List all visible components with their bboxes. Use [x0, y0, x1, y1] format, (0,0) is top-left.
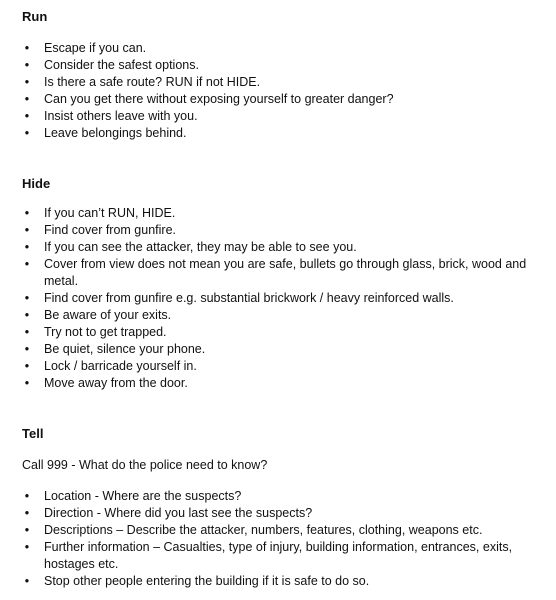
bullet-icon: •	[24, 489, 30, 503]
bullet-icon: •	[24, 41, 30, 55]
bullet-icon: •	[24, 206, 30, 220]
bullet-icon: •	[24, 257, 30, 271]
tell-list	[22, 488, 542, 590]
bullet-icon: •	[24, 523, 30, 537]
list-item: • Move away from the door.	[22, 375, 542, 392]
section-heading-run: Run	[22, 9, 48, 24]
list-item: • Escape if you can.	[22, 40, 542, 57]
hide-list	[22, 205, 542, 392]
section-heading-tell: Tell	[22, 426, 44, 441]
list-item: • Cover from view does not mean you are safe, bullets go through glass, brick, wood and metal.	[22, 256, 542, 290]
bullet-icon: •	[24, 359, 30, 373]
bullet-icon: •	[24, 126, 30, 140]
list-item: • Find cover from gunfire.	[22, 222, 542, 239]
bullet-icon: •	[24, 75, 30, 89]
bullet-icon: •	[24, 291, 30, 305]
list-item: • Be aware of your exits.	[22, 307, 542, 324]
list-item: • Leave belongings behind.	[22, 125, 542, 142]
bullet-icon: •	[24, 109, 30, 123]
bullet-icon: •	[24, 342, 30, 356]
run-list	[22, 40, 542, 142]
list-item: • Direction - Where did you last see the suspects?	[22, 505, 542, 522]
bullet-icon: •	[24, 325, 30, 339]
bullet-icon: •	[24, 506, 30, 520]
bullet-icon: •	[24, 376, 30, 390]
list-item: • Can you get there without exposing yourself to greater danger?	[22, 91, 542, 108]
section-heading-hide: Hide	[22, 176, 51, 191]
bullet-icon: •	[24, 223, 30, 237]
list-item: • If you can’t RUN, HIDE.	[22, 205, 542, 222]
list-item: • If you can see the attacker, they may be able to see you.	[22, 239, 542, 256]
list-item: • Stop other people entering the building if it is safe to do so.	[22, 573, 542, 590]
bullet-icon: •	[24, 308, 30, 322]
list-item: • Location - Where are the suspects?	[22, 488, 542, 505]
bullet-icon: •	[24, 92, 30, 106]
tell-intro: Call 999 - What do the police need to know?	[22, 458, 268, 472]
bullet-icon: •	[24, 58, 30, 72]
list-item: • Try not to get trapped.	[22, 324, 542, 341]
list-item: • Is there a safe route? RUN if not HIDE.	[22, 74, 542, 91]
bullet-icon: •	[24, 574, 30, 588]
list-item: • Lock / barricade yourself in.	[22, 358, 542, 375]
list-item: • Descriptions – Describe the attacker, numbers, features, clothing, weapons etc.	[22, 522, 542, 539]
bullet-icon: •	[24, 240, 30, 254]
list-item: • Further information – Casualties, type of injury, building information, entrances, exits, hostages etc.	[22, 539, 542, 573]
list-item: • Consider the safest options.	[22, 57, 542, 74]
list-item: • Insist others leave with you.	[22, 108, 542, 125]
list-item: • Be quiet, silence your phone.	[22, 341, 542, 358]
bullet-icon: •	[24, 540, 30, 554]
list-item: • Find cover from gunfire e.g. substantial brickwork / heavy reinforced walls.	[22, 290, 542, 307]
